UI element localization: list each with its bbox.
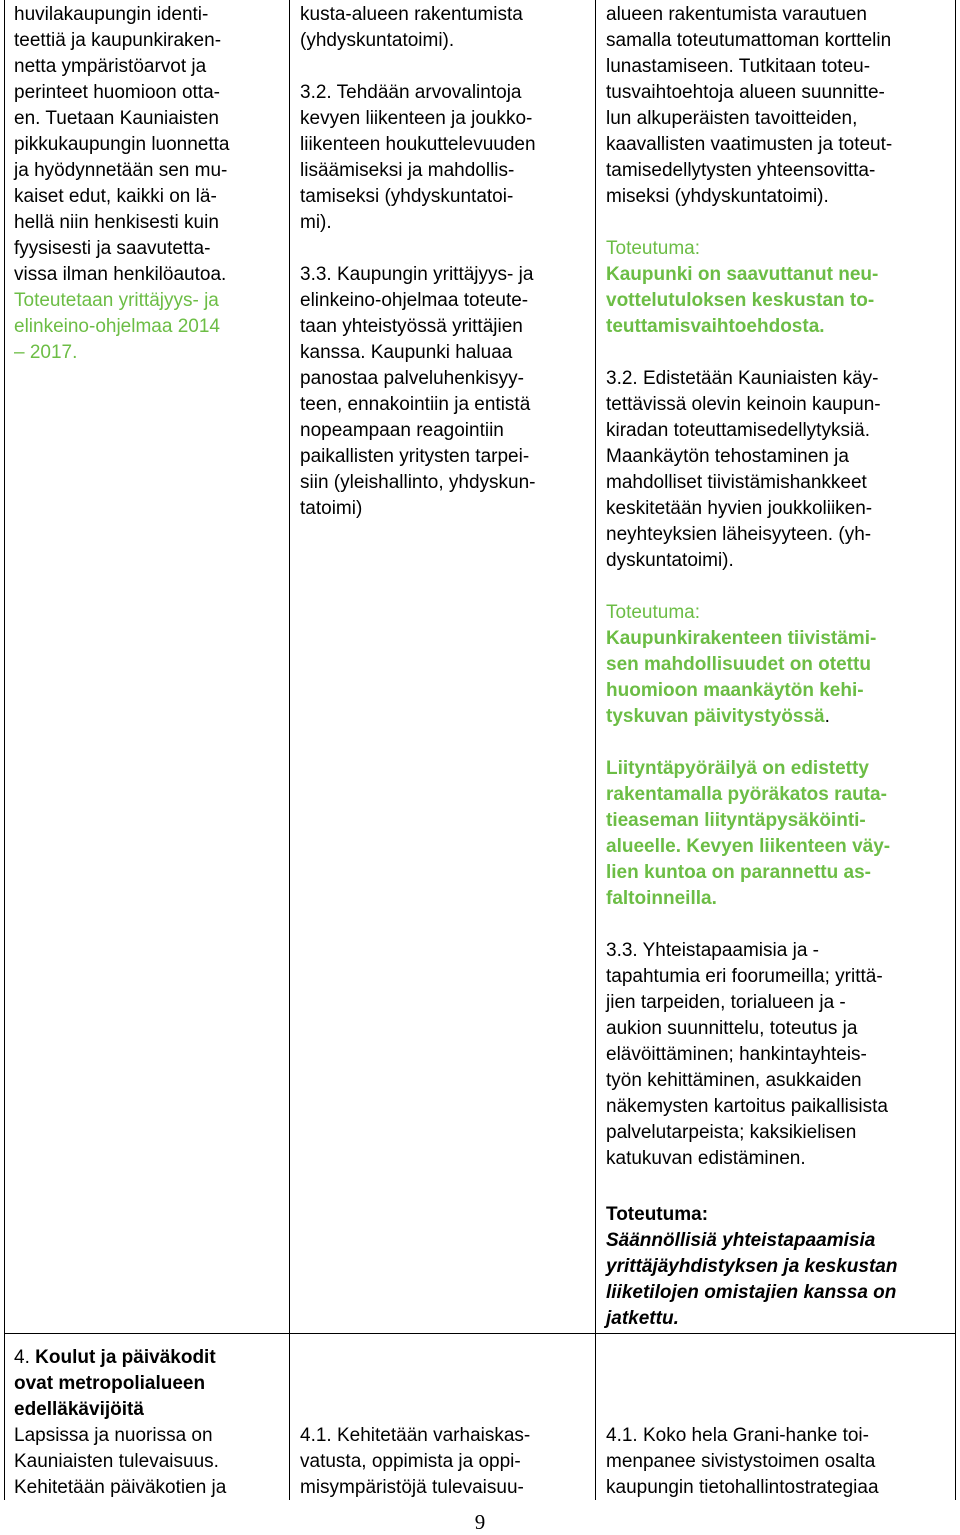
row2-col2-text: 4.1. Kehitetään varhaiskas- vatusta, oppimista ja oppi- misympäristöjä tulevaisuu- <box>300 1425 531 1498</box>
row-divider <box>4 1333 956 1334</box>
row1-col1-text: huvilakaupungin identi- teettiä ja kaupunkiraken- netta ympäristöarvot ja perinteet huomioon otta- en. Tuetaan Kauniaisten pikkukaupungin luonnetta ja hyödynnetään sen mu- kaiset edut, kaikki on lä- hellä niin henkisesti kuin fyysisesti ja saavutetta- vissa ilman henkilöautoa. <box>14 4 230 285</box>
toteutuma-text-2: Kaupunkirakenteen tiivistämi- sen mahdollisuudet on otettu huomioon maankäytön kehi- tyskuvan päivitystyössä <box>606 628 877 727</box>
row2-col1-heading-block <box>14 1345 286 1423</box>
table-border-left <box>4 0 5 1500</box>
toteutuma-block-2 <box>606 626 954 730</box>
section-number: 4. <box>14 1347 30 1368</box>
row2-col3-text: 4.1. Koko hela Grani-hanke toi- menpanee sivistystoimen osalta kaupungin tietohallintostrategiaa <box>606 1425 879 1498</box>
toteutuma-text-4: Säännöllisiä yhteistapaamisia yrittäjäyhdistyksen ja keskustan liiketilojen omistajien kanssa on jatkettu. <box>606 1230 898 1329</box>
row1-col2-para-3-3: 3.3. Kaupungin yrittäjyys- ja elinkeino-ohjelmaa toteute- taan yhteistyössä yrittäjien kanssa. Kaupunki haluaa panostaa palveluhenkisyy- teen, ennakointiin ja entistä nopeampaan reagointiin paikallisten yritysten tarpei- siin (yleishallinto, yhdyskun- tatoimi) <box>300 264 536 519</box>
column-divider-2 <box>595 0 596 1500</box>
table-border-right <box>955 0 956 1500</box>
row2-col3-cell <box>606 1423 954 1501</box>
row1-col1-paragraph <box>14 2 286 366</box>
toteutuma-label-1: Toteutuma: <box>606 238 700 259</box>
row1-col3-cell <box>606 2 954 1332</box>
row1-col3-para-1: alueen rakentumista varautuen samalla toteutumattoman korttelin lunastamiseen. Tutkitaan toteu- tusvaihtoehtoja alueen suunnitte- lun alkuperäisten tavoitteiden, kaavallisten vaatimusten ja toteut- tamisedellytysten yhteensovitta- miseksi (yhdyskuntatoimi). <box>606 4 893 207</box>
section-heading: Koulut ja päiväkodit ovat metropolialueen edelläkävijöitä <box>14 1347 216 1420</box>
row1-col2-cell <box>300 2 592 522</box>
toteutuma-text-1: Kaupunki on saavuttanut neu- vottelutuloksen keskustan to- teuttamisvaihtoehdosta. <box>606 264 879 337</box>
row1-col3-para-3-2: 3.2. Edistetään Kauniaisten käy- tettävissä olevin keinoin kaupun- kiradan toteuttamisedellytyksiä. Maankäytön tehostaminen ja mahdolliset tiivistämishankkeet keskitetään hyvien joukkoliiken- neyhteyksien läheisyyteen. (yh- dyskuntatoimi). <box>606 368 881 571</box>
row1-col2-para-3-2: 3.2. Tehdään arvovalintoja kevyen liikenteen ja joukko- liikenteen houkuttelevuuden lisäämiseksi ja mahdollis- tamiseksi (yhdyskuntatoi- mi). <box>300 82 536 233</box>
toteutuma-text-2-period: . <box>824 706 830 727</box>
toteutuma-label-2: Toteutuma: <box>606 602 700 623</box>
toteutuma-label-4: Toteutuma: <box>606 1204 709 1225</box>
row1-col1-green-text: Toteutetaan yrittäjyys- ja elinkeino-ohjelmaa 2014 – 2017. <box>14 290 220 363</box>
toteutuma-text-3: Liityntäpyöräilyä on edistetty rakentamalla pyöräkatos rauta- tieaseman liityntäpysäköinti- alueelle. Kevyen liikenteen väy- lien kuntoa on parannettu as- faltoinneilla. <box>606 758 891 909</box>
page-number: 9 <box>474 1510 486 1534</box>
row1-col1-cell <box>14 2 286 366</box>
column-divider-1 <box>289 0 290 1500</box>
row2-col1-text: Lapsissa ja nuorissa on Kauniaisten tulevaisuus. Kehitetään päiväkotien ja <box>14 1425 227 1498</box>
row1-col2-para-1: kusta-alueen rakentumista (yhdyskuntatoimi). <box>300 4 523 51</box>
row1-col3-para-3-3: 3.3. Yhteistapaamisia ja - tapahtumia eri foorumeilla; yrittä- jien tarpeiden, torialueen ja - aukion suunnittelu, toteutus ja elävöittäminen; hankintayhteis- työn kehittäminen, asukkaiden näkemysten kartoitus paikallisista palvelutarpeista; kaksikielisen katukuvan edistäminen. <box>606 940 888 1169</box>
row2-col2-cell <box>300 1423 592 1501</box>
row2-col1-cell <box>14 1345 286 1501</box>
